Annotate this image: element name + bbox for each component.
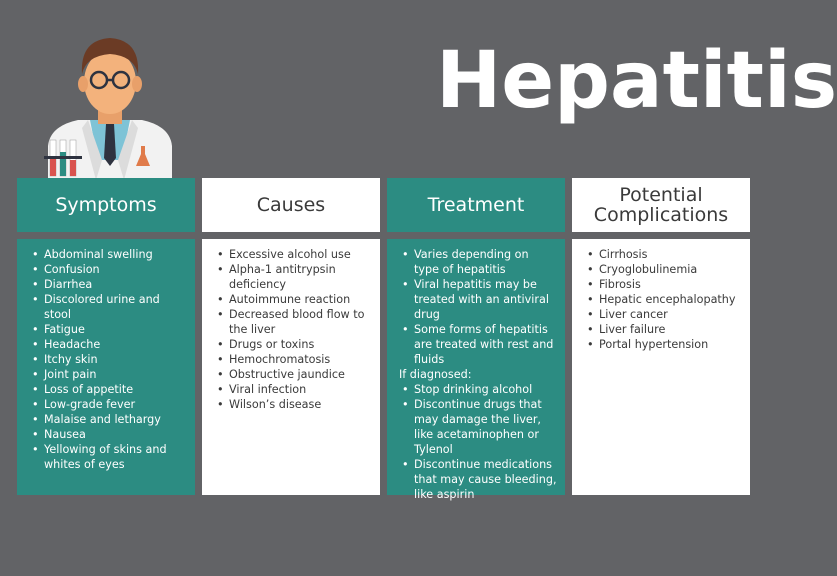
list-item: • Obstructive jaundice (229, 367, 372, 382)
list-item: • Fatigue (44, 322, 187, 337)
list-item: • Excessive alcohol use (229, 247, 372, 262)
list-item: • Viral infection (229, 382, 372, 397)
page-title: Hepatitis (436, 36, 837, 126)
list-item: • Discolored urine and stool (44, 292, 187, 322)
list-item: • Wilson’s disease (229, 397, 372, 412)
treatment-subheading: If diagnosed: (399, 368, 472, 381)
list-item: • Autoimmune reaction (229, 292, 372, 307)
list-item: • Fibrosis (599, 277, 742, 292)
causes-list (202, 239, 380, 495)
list-item: • Portal hypertension (599, 337, 742, 352)
list-item: • Loss of appetite (44, 382, 187, 397)
treatment-list (387, 239, 565, 501)
list-item: • Hemochromatosis (229, 352, 372, 367)
list-item: • Viral hepatitis may be treated with an antiviral drug (414, 277, 557, 322)
header-causes: Causes (202, 178, 380, 232)
list-item: • Low-grade fever (44, 397, 187, 412)
list-item: • Varies depending on type of hepatitis (414, 247, 557, 277)
list-item: • Alpha-1 antitrypsin deficiency (229, 262, 372, 292)
list-item: • Stop drinking alcohol (414, 382, 557, 397)
list-item: • Malaise and lethargy (44, 412, 187, 427)
list-item: • Cryoglobulinemia (599, 262, 742, 277)
list-item: • Abdominal swelling (44, 247, 187, 262)
list-item: • Liver failure (599, 322, 742, 337)
doctor-illustration (30, 28, 190, 180)
list-item: • Headache (44, 337, 187, 352)
header-symptoms: Symptoms (17, 178, 195, 232)
complications-list (572, 239, 750, 495)
list-item: • Yellowing of skins and whites of eyes (44, 442, 187, 472)
list-item: • Liver cancer (599, 307, 742, 322)
list-item: • Discontinue drugs that may damage the liver, like acetaminophen or Tylenol (414, 397, 557, 457)
list-item: • Decreased blood flow to the liver (229, 307, 372, 337)
list-item: • Some forms of hepatitis are treated with rest and fluids (414, 322, 557, 367)
list-item: • Discontinue medications that may cause bleeding, like aspirin (414, 457, 557, 502)
list-item: • Hepatic encephalopathy (599, 292, 742, 307)
symptoms-list (17, 239, 195, 495)
header-complications-line2: Complications (593, 204, 729, 226)
list-item: • Diarrhea (44, 277, 187, 292)
list-item: • Joint pain (44, 367, 187, 382)
list-item: • Nausea (44, 427, 187, 442)
list-item: • Cirrhosis (599, 247, 742, 262)
header-complications (572, 178, 750, 232)
header-complications-line1: Potential (619, 184, 703, 206)
list-item: • Itchy skin (44, 352, 187, 367)
list-item: • Confusion (44, 262, 187, 277)
header-treatment: Treatment (387, 178, 565, 232)
list-item: • Drugs or toxins (229, 337, 372, 352)
